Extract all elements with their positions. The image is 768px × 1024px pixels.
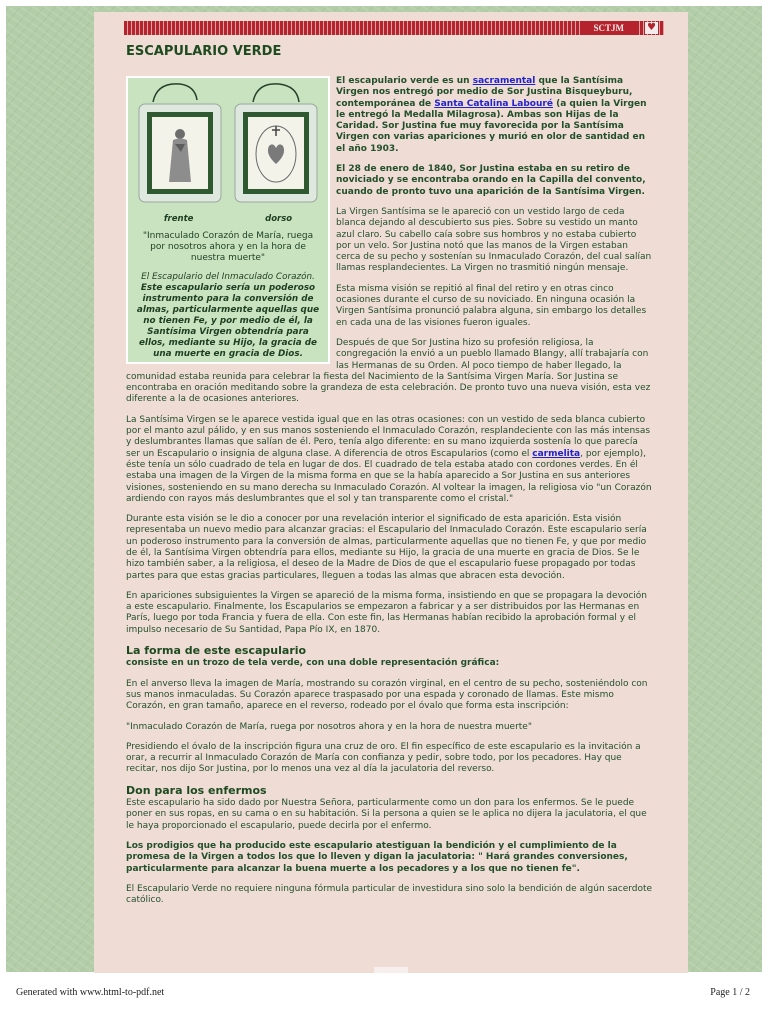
paragraph-4: Esta misma visión se repitió al final del retiro y en otras cinco ocasiones durante el curso de su noviciado. En ninguna ocasión la Virgen Santísima pronunció palabra alguna, sin embargo los detalles en cada una de las visiones fueron iguales. [336,283,647,328]
paragraph-10: En el anverso lleva la imagen de María, mostrando su corazón virginal, en el centro de su pecho, sosteniéndolo con sus manos inmaculadas. Su Corazón aparece traspasado por una espada y coronado de llamas. Este mismo Corazón, en gran tamaño, aparece en el reverso, rodeado por el óvalo que forma esta inscripción: [126,678,648,712]
link-sacramental[interactable]: sacramental [472,76,536,86]
paragraph-7: Durante esta visión se le dio a conocer por una revelación interior el significado de esta aparición. Esta visión representaba un nuevo medio para alcanzar gracias: el Escapulario del Inmaculado Corazón. Este escapulario sería un poderoso instrumento para la conversión de almas, particularmente aquellas que no tienen Fe, y que por medio de él, la Santísima Virgen obtendría para ellos, mediante su Hijo, la gracia de una muerte en gracia de Dios. Se le hizo también saber, a la religiosa, el deseo de la Madre de Dios de que el escapulario fuese propagado por todas partes para que estas gracias particulares, lleguen a todas las almas que abracen esta devoción. [126,514,647,581]
page-title: ESCAPULARIO VERDE [126,44,282,59]
footer-generated: Generated with www.html-to-pdf.net [16,987,165,998]
scapular-front-image [135,82,225,206]
paragraph-11: "Inmaculado Corazón de María, ruega por nosotros ahora y en la hora de nuestra muerte" [126,721,532,732]
paragraph-intro: El escapulario verde es un sacramental que la Santísima Virgen nos entregó por medio de Sor Justina Bisqueyburu, contemporánea de Santa Catalina Labouré (a quien la Virgen le entregó la Medalla Milagrosa). Ambas son Hijas de la Caridad. Sor Justina fue muy favorecida por la Santísima Virgen con varias apariciones y murió en olor de santidad en el año 1903. [336,76,647,154]
article-page [94,12,688,973]
heart-icon[interactable]: ♥ [645,22,658,34]
scapular-figure [126,76,330,364]
heading-forma: La forma de este escapulario [126,644,307,658]
caption-back: dorso [265,214,293,224]
paragraph-5: Después de que Sor Justina hizo su profesión religiosa, la congregación la envió a un pueblo llamado Blangy, allí trabajaría con las Hermanas de su Orden. Al poco tiempo de haber llegado, la comunidad estaba reunida para celebrar la fiesta del Nacimiento de la Santísima Virgen María. Sor Justina se encontraba en oración meditando sobre la grandeza de esta celebración. De pronto tuvo una nueva visión, esta vez diferente a la de ocasiones anteriores. [126,337,651,405]
article-body [126,76,654,915]
figure-description-body: Este escapulario sería un poderoso instrumento para la conversión de almas, particularmente aquellas que no tienen Fe, y por medio de él, la Santísima Virgen obtendría para ellos, mediante su Hijo, la gracia de una muerte en gracia de Dios. [136,283,320,359]
paragraph-6: La Santísima Virgen se le aparece vestida igual que en las otras ocasiones: con un vestido de seda blanca cubierto por el manto azul pálido, y en sus manos sosteniendo el Inmaculado Corazón, resplandeciente con las más intensas y deslumbrantes llamas que salían de él. Pero, tenía algo diferente: en su mano izquierda sostenía lo que parecía ser un Escapulario o insignia de alguna clase. A diferencia de otros Escapularios (como el carmelita, por ejemplo), éste tenía un sólo cuadrado de tela en lugar de dos. El cuadrado de tela estaba atado con cordones verdes. En él estaba una imagen de la Virgen de la misma forma en que se la había aparecido a Sor Justina en sus anteriores visiones, sosteniendo en su mano derecha su Inmaculado Corazón. Al voltear la imagen, la religiosa vio "un Corazón ardiendo con rayos más deslumbrantes que el sol y tan transparente como el cristal." [126,414,652,504]
paragraph-15: El Escapulario Verde no requiere ninguna fórmula particular de investidura sino solo la bendición de algún sacerdote católico. [126,883,653,906]
caption-front: frente [163,214,194,224]
figure-description [136,272,320,360]
paragraph-12: Presidiendo el óvalo de la inscripción figura una cruz de oro. El fin específico de este escapulario es la invitación a orar, a recurrir al Inmaculado Corazón de María con confianza y pedir, sobre todo, por los pecadores. Hay que recitar, nos dijo Sor Justina, por lo menos una vez al día la jaculatoria del reverso. [126,741,641,775]
site-tag[interactable]: SCTJM [581,21,636,35]
figure-inscription: "Inmaculado Corazón de María, ruega por nosotros ahora y en la hora de nuestra muerte" [142,231,314,263]
paragraph-8: En apariciones subsiguientes la Virgen se apareció de la misma forma, insistiendo en que se propagara la devoción a este escapulario. Finalmente, los Escapularios se empezaron a fabricar y a ser distribuidos por las Hermanas en París, luego por toda Francia y fuera de ella. Con este fin, las Hermanas habían recibido la aprobación formal y el impulso necesario de Su Santidad, Papa Pío IX, en 1870. [126,590,648,635]
paragraph-13: Este escapulario ha sido dado por Nuestra Señora, particularmente como un don para los enfermos. Se le puede poner en sus ropas, en su cama o en su habitación. Si la persona a quien se le aplica no dijera la jaculatoria, el que le haya proporcionado el escapulario, puede decirla por el enfermo. [126,798,647,831]
link-carmelita[interactable]: carmelita [532,448,581,459]
scapular-back-image [231,82,321,206]
paragraph-14: Los prodigios que ha producido este escapulario atestiguan la bendición y el cumplimiento de la promesa de la Virgen a todos los que lo lleven y digan la jaculatoria: " Hará grandes conversiones, particularmente para alcanzar la buena muerte a los pecadores y a los que no tienen fe". [126,840,628,874]
link-santa-catalina[interactable]: Santa Catalina Labouré [434,98,553,109]
paragraph-2: El 28 de enero de 1840, Sor Justina estaba en su retiro de noviciado y se encontraba orando en la Capilla del convento, cuando de pronto tuvo una aparición de la Santísima Virgen. [336,164,646,197]
page-backdrop [6,6,762,972]
page-bottom-tab [374,967,408,973]
header-bar [124,21,664,35]
paragraph-9: consiste en un trozo de tela verde, con una doble representación gráfica: [126,658,500,669]
figure-description-title: El Escapulario del Inmaculado Corazón. [141,272,315,282]
paragraph-3: La Virgen Santísima se le apareció con un vestido largo de ceda blanca dejando al descubierto sus pies. Sobre su vestido un manto azul claro. Su cabello caía sobre sus hombros y no estaba cubierto por un velo. Sor Justina notó que las manos de la Virgen estaban cerca de su pecho y sostenían su Inmaculado Corazón, del cual salían llamas resplandecientes. La Virgen no trasmitió ningún mensaje. [336,206,652,274]
heading-don: Don para los enfermos [126,783,267,797]
footer-page-number: Page 1 / 2 [710,987,750,998]
